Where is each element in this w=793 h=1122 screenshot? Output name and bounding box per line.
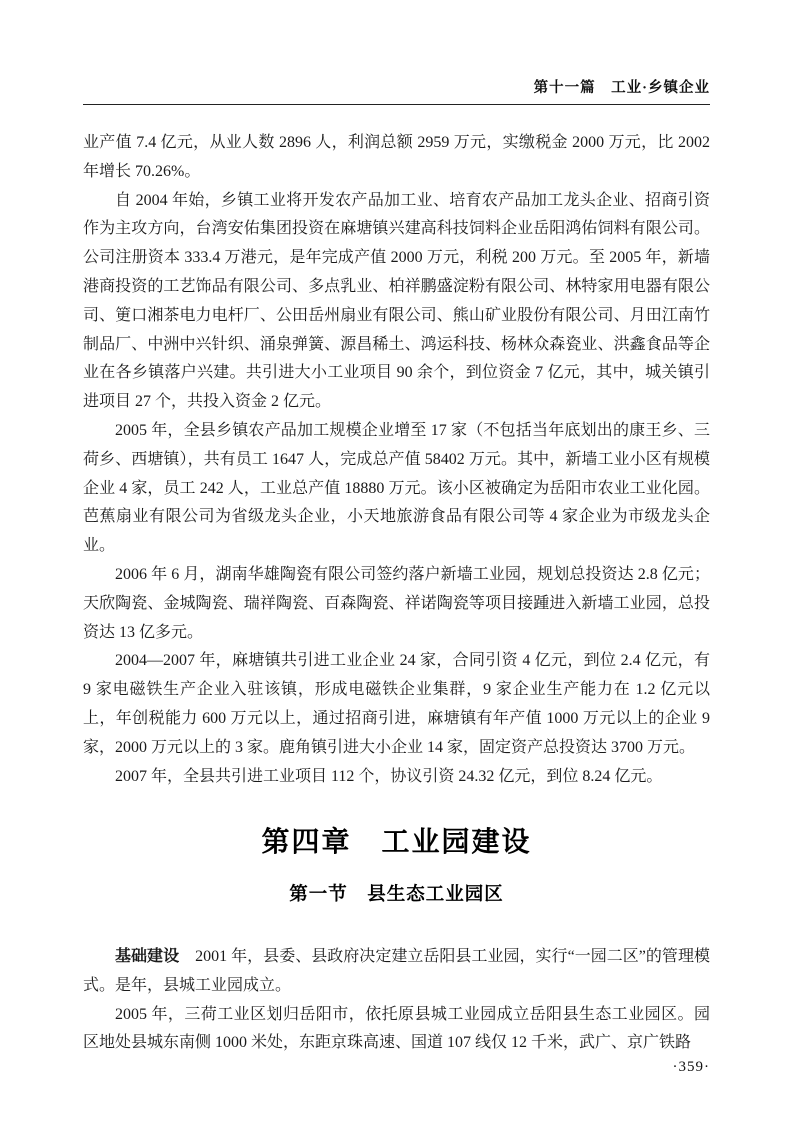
paragraph: 2005 年，三荷工业区划归岳阳市，依托原县城工业园成立岳阳县生态工业园区。园区地处县城东南侧 1000 米处，东距京珠高速、国道 107 线仅 12 千米，武广、京广铁路 — [83, 1005, 710, 1052]
paragraph: 2007 年，全县共引进工业项目 112 个，协议引资 24.32 亿元，到位 8.24 亿元。 — [115, 767, 663, 785]
paragraph: 2006 年 6 月，湖南华雄陶瓷有限公司签约落户新墙工业园，规划总投资达 2.8 亿元；天欣陶瓷、金城陶瓷、瑞祥陶瓷、百森陶瓷、祥诺陶瓷等项目接踵进入新墙工业园，总投资达 13 亿多元。 — [83, 565, 710, 641]
paragraph: 2005 年，全县乡镇农产品加工规模企业增至 17 家（不包括当年底划出的康王乡、三荷乡、西塘镇），共有员工 1647 人，完成总产值 58402 万元。其中，新墙工业小区有规模企业 4 家，员工 242 人，工业总产值 18880 万元。该小区被确定为岳阳市农业工业化园。芭蕉扇业有限公司为省级龙头企业，小天地旅游食品有限公司等 4 家企业为市级龙头企业。 — [83, 421, 710, 555]
chapter-title: 第四章 工业园建设 — [261, 827, 532, 859]
page-footer — [673, 1059, 711, 1076]
body-text — [83, 129, 710, 1058]
paragraph: 2004—2007 年，麻塘镇共引进工业企业 24 家，合同引资 4 亿元，到位 2.4 亿元，有 9 家电磁铁生产企业入驻该镇，形成电磁铁企业集群，9 家企业生产能力在 1.2 亿元以上，年创税能力 600 万元以上，通过招商引进，麻塘镇有年产值 1000 万元以上的企业 9 家，2000 万元以上的 3 家。鹿角镇引进大小企业 14 家，固定资产总投资达 3700 万元。 — [83, 652, 710, 756]
header-divider — [83, 104, 710, 105]
paragraph-lead-label: 基础建设 — [115, 947, 180, 965]
page-number: ·359· — [672, 1059, 710, 1075]
section-title: 第一节 县生态工业园区 — [289, 883, 504, 905]
running-head-text: 第十一篇 工业·乡镇企业 — [533, 80, 710, 96]
paragraph-with-lead — [83, 943, 710, 1001]
running-head — [83, 76, 710, 97]
paragraph-continuation: 业产值 7.4 亿元，从业人数 2896 人，利润总额 2959 万元，实缴税金 2000 万元，比 2002 年增长 70.26%。 — [83, 134, 710, 180]
paragraph-lead-text: 2001 年，县委、县政府决定建立岳阳县工业园，实行“一园二区”的管理模式。是年，县城工业园成立。 — [83, 947, 710, 994]
paragraph: 自 2004 年始，乡镇工业将开发农产品加工业、培育农产品加工龙头企业、招商引资作为主攻方向，台湾安佑集团投资在麻塘镇兴建高科技饲料企业岳阳鸿佑饲料有限公司。公司注册资本 333.4 万港元，是年完成产值 2000 万元，利税 200 万元。至 2005 年，新墙港商投资的工艺饰品有限公司、多点乳业、柏祥鹏盛淀粉有限公司、林特家用电器有限公司、筻口湘茶电力电杆厂、公田岳州扇业有限公司、熊山矿业股份有限公司、月田江南竹制品厂、中洲中兴针织、涌泉弹簧、源昌稀土、鸿运科技、杨林众森瓷业、洪鑫食品等企业在各乡镇落户兴建。共引进大小工业项目 90 余个，到位资金 7 亿元，其中，城关镇引进项目 27 个，共投入资金 2 亿元。 — [83, 191, 710, 411]
